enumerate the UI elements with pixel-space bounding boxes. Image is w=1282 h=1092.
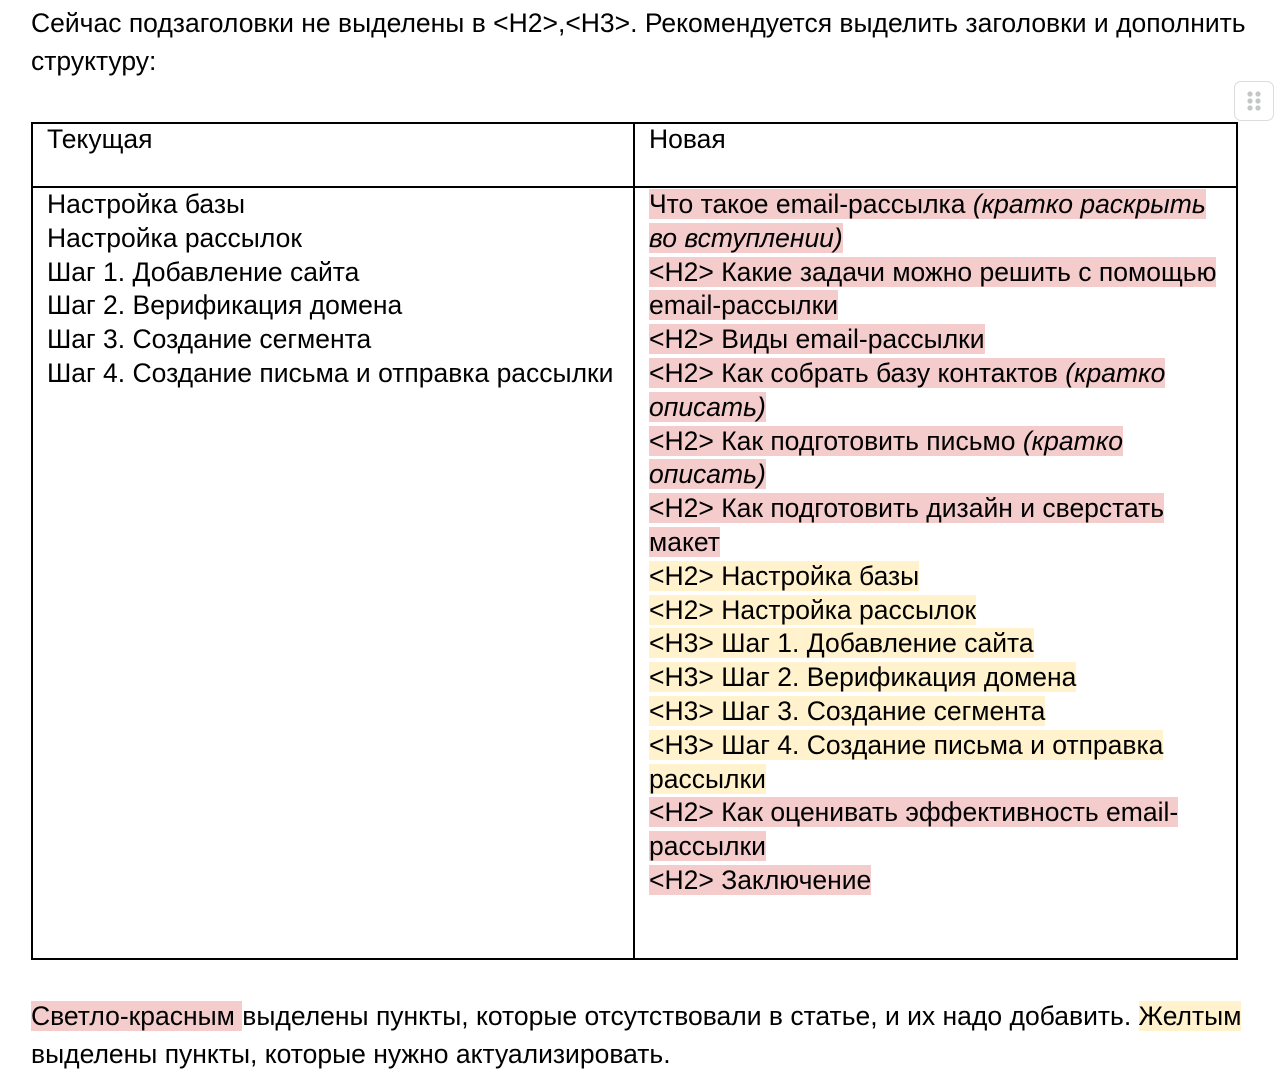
new-structure-list (649, 188, 1222, 898)
new-structure-item (649, 425, 1222, 493)
new-structure-item-note: (кратко раскрыть во вступлении) (649, 189, 1206, 253)
new-structure-item (649, 256, 1222, 324)
new-structure-item (649, 357, 1222, 425)
new-structure-item (649, 594, 1222, 628)
new-structure-item (649, 560, 1222, 594)
legend-red-label: Светло-красным (31, 1001, 243, 1031)
new-structure-item-text: <H2> Как оценивать эффективность email-рассылки (649, 797, 1179, 862)
new-structure-item-text: <H3> Шаг 3. Создание сегмента (649, 695, 1046, 726)
new-structure-item-text: <H2> Виды email-рассылки (649, 324, 985, 355)
new-structure-item (649, 661, 1222, 695)
highlight-red (649, 865, 871, 895)
highlight-red (649, 797, 1178, 861)
table-header-row (32, 123, 1237, 187)
new-structure-item-text: Что такое email-рассылка (649, 189, 973, 219)
intro-paragraph: Сейчас подзаголовки не выделены в <H2>,<H3>. Рекомендуется выделить заголовки и дополнить структуру: (31, 8, 1246, 76)
header-cell-current[interactable]: Текущая (32, 123, 634, 187)
structure-table (31, 122, 1238, 960)
new-structure-item-text: <H2> Заключение (649, 864, 872, 895)
current-structure-item: Шаг 2. Верификация домена (47, 290, 403, 321)
new-structure-item-text: <H2> Настройка рассылок (649, 594, 977, 625)
new-structure-item-text: <H2> Настройка базы (649, 560, 920, 591)
new-structure-item (649, 627, 1222, 661)
highlight-red (649, 257, 1216, 321)
highlight-yellow (649, 662, 1076, 692)
new-structure-item (649, 729, 1222, 797)
highlight-yellow (649, 595, 976, 625)
new-structure-item-text: <H2> Как подготовить дизайн и сверстать макет (649, 493, 1165, 557)
highlight-red (649, 426, 1123, 490)
new-structure-cell[interactable] (634, 187, 1237, 959)
new-structure-item (649, 796, 1222, 864)
current-structure-item: Настройка рассылок (47, 222, 302, 253)
current-structure-item: Настройка базы (47, 189, 246, 219)
new-structure-item (649, 864, 1222, 898)
current-structure-item: Шаг 1. Добавление сайта (47, 256, 360, 287)
highlight-yellow (649, 696, 1045, 726)
table-drag-handle[interactable] (1234, 81, 1274, 121)
table-body-row (32, 187, 1237, 959)
legend-red-text: выделены пункты, которые отсутствовали в статье, и их надо добавить. (242, 1001, 1139, 1031)
highlight-red (649, 189, 1206, 253)
highlight-red (649, 324, 985, 354)
legend-yellow-text: выделены пункты, которые нужно актуализировать. (31, 1039, 671, 1069)
current-structure-item: Шаг 4. Создание письма и отправка рассылки (47, 357, 614, 388)
highlight-yellow (649, 628, 1034, 658)
legend-yellow-label: Желтым (1138, 1001, 1242, 1031)
new-structure-item (649, 492, 1222, 560)
legend-paragraph (31, 997, 1251, 1073)
new-structure-item-text: <H3> Шаг 2. Верификация домена (649, 662, 1077, 693)
new-structure-item (649, 695, 1222, 729)
new-structure-item-text: <H3> Шаг 4. Создание письма и отправка рассылки (649, 729, 1164, 794)
new-structure-item (649, 323, 1222, 357)
new-structure-item-text: <H2> Какие задачи можно решить с помощью email-рассылки (649, 256, 1217, 321)
highlight-red (649, 493, 1164, 557)
new-structure-item-note: (кратко описать) (649, 425, 1123, 490)
current-structure-cell[interactable] (32, 187, 634, 959)
highlight-yellow (649, 561, 919, 591)
header-cell-new[interactable]: Новая (634, 123, 1237, 187)
new-structure-item-text: <H2> Как собрать базу контактов (649, 357, 1066, 388)
new-structure-item-text: <H2> Как подготовить письмо (649, 425, 1023, 456)
current-structure-list (47, 188, 619, 391)
drag-handle-icon (1246, 90, 1262, 112)
current-structure-item: Шаг 3. Создание сегмента (47, 324, 372, 355)
highlight-red (649, 358, 1165, 422)
highlight-yellow (649, 730, 1163, 794)
new-structure-item-note: (кратко описать) (649, 357, 1166, 422)
new-structure-item (649, 188, 1222, 256)
new-structure-item-text: <H3> Шаг 1. Добавление сайта (649, 628, 1034, 659)
